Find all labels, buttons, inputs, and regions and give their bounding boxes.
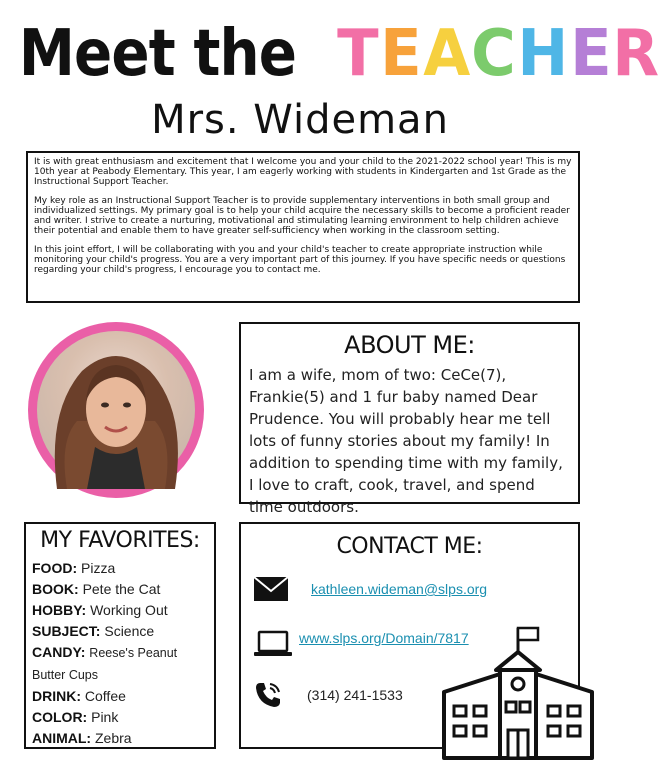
title-letter-4: C (471, 17, 515, 91)
contact-title: CONTACT ME: (336, 534, 483, 559)
email-link[interactable]: kathleen.wideman@slps.org (311, 581, 488, 597)
favorite-value: Coffee (84, 688, 126, 704)
favorite-candy (32, 642, 208, 686)
intro-paragraph-1: It is with great enthusiasm and excitement that I welcome you and your child to the 2021-2022 school year! This is my 10th year at Peabody Elementary. This year, I am eagerly working with students in Kindergarten and 1st Grade as the Instructional Support Teacher. (34, 157, 572, 187)
favorite-label: SUBJECT: (32, 623, 101, 639)
favorite-label: DRINK: (32, 688, 81, 704)
title-letter-7: R (612, 17, 659, 91)
title-letter-3: A (422, 17, 469, 91)
laptop-icon (253, 630, 293, 658)
favorite-value: Pizza (81, 560, 116, 576)
favorite-label: HOBBY: (32, 602, 87, 618)
about-me-box (239, 322, 580, 516)
title-letter-1: T (337, 17, 378, 91)
teacher-photo-frame (28, 322, 204, 498)
intro-letter (26, 151, 580, 303)
favorite-value: Reese's Peanut Butter Cups (32, 646, 178, 682)
favorite-drink (32, 686, 208, 707)
favorite-book (32, 579, 208, 600)
phone-number: (314) 241-1533 (307, 687, 403, 703)
contact-email-row (253, 576, 487, 602)
about-me-title: ABOUT ME: (344, 331, 475, 359)
favorite-label: BOOK: (32, 581, 79, 597)
intro-paragraph-2: My key role as an Instructional Support Teacher is to provide supplementary interventions in both small group and individualized settings. My primary goal is to help your child acquire the necessary skills to become a proficient reader and writer. I strive to create a nurturing, motivational and stimulating learning environment to help children achieve their potential and enable them to have greater self-sufficiency when working in the classroom setting. (34, 196, 570, 236)
teacher-photo (37, 331, 195, 489)
intro-paragraph-3: In this joint effort, I will be collaborating with you and your child's teacher to create appropriate instruction while monitoring your child's progress. You are a very important part of this journey. If you have specific needs or questions regarding your child's progress, I encourage you to contact me. (34, 245, 566, 275)
school-icon (440, 622, 596, 762)
page-title (0, 10, 659, 98)
favorite-value: Science (104, 623, 155, 639)
favorite-label: CANDY: (32, 644, 86, 660)
phone-icon (253, 680, 283, 710)
title-letter-2: E (379, 17, 421, 91)
title-prefix: Meet the (18, 17, 297, 91)
favorite-label: FOOD: (32, 560, 78, 576)
favorite-food (32, 558, 208, 579)
favorite-value: Pete the Cat (82, 581, 161, 597)
favorite-subject (32, 621, 208, 642)
website-link[interactable]: www.slps.org/Domain/7817 (299, 630, 469, 646)
portrait-illustration (37, 331, 195, 489)
favorite-color (32, 707, 208, 728)
favorite-label: ANIMAL: (32, 730, 92, 746)
favorite-value: Pink (91, 709, 119, 725)
favorite-value: Zebra (95, 730, 132, 746)
favorite-hobby (32, 600, 208, 621)
contact-phone-row (253, 680, 403, 710)
about-me-text: I am a wife, mom of two: CeCe(7), Frankie(5) and 1 fur baby named Dear Prudence. You will probably hear me tell lots of funny stories about my family! In addition to spending time with my family, I love to craft, cook, travel, and spend time outdoors. (249, 366, 563, 516)
title-letter-6: E (569, 17, 611, 91)
favorites-box (24, 522, 216, 749)
envelope-icon (253, 576, 289, 602)
favorite-value: Working Out (90, 602, 168, 618)
favorites-title: MY FAVORITES: (40, 528, 200, 553)
favorite-animal (32, 728, 208, 749)
title-teacher-word (336, 10, 659, 98)
title-letter-5: H (517, 17, 568, 91)
teacher-name: Mrs. Wideman (151, 97, 449, 143)
favorite-label: COLOR: (32, 709, 88, 725)
